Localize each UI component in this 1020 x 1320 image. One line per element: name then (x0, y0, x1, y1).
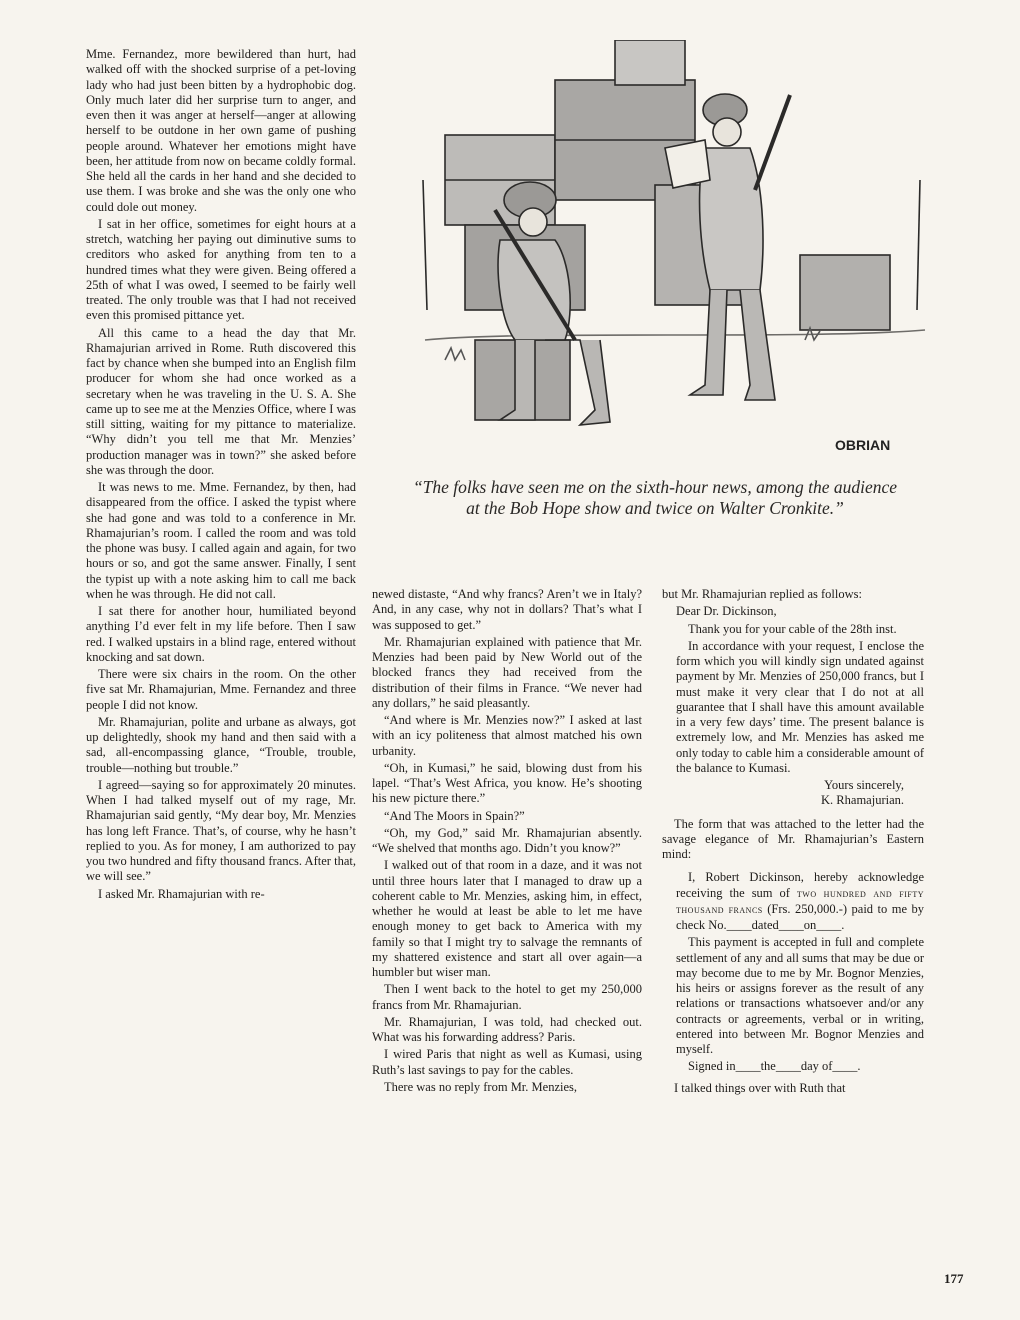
paragraph: The form that was attached to the letter had the savage elegance of Mr. Rhamajurian’s Eastern mind: (662, 816, 924, 861)
form-block (662, 870, 924, 1074)
paragraph: I walked out of that room in a daze, and it was not until three hours later that I managed to draw up a coherent cable to Mr. Menzies, asking him, in effect, whether he would at least be able to let me have enough money to get back to America with my family so that I might try to salvage the remnants of my shattered existence and start all over again—a humbler but wiser man. (372, 858, 642, 979)
cartoon-caption: “The folks have seen me on the sixth-hour news, among the audience at the Bob Hope show and twice on Walter Cronkite.” (412, 477, 898, 518)
paragraph: I asked Mr. Rhamajurian with re- (98, 886, 265, 901)
paragraph: I sat in her office, sometimes for eight hours at a stretch, watching her paying out diminutive sums to creditors who asked for anything from ten to a hundred times what they were given. Being offered a 25th of what I was owed, I seemed to be fairly well treated. The only trouble was that I had not received even this promised pittance yet. (86, 216, 356, 323)
paragraph: I agreed—saying so for approximately 20 minutes. When I had talked myself out of my rage, Mr. Rhamajurian said gently, “My dear boy, Mr. Menzies has long left France. That’s, of course, why he hasn’t replied to you. As for money, I am authorized to pay you two hundred and fifty thousand francs. After that, we will see.” (86, 777, 356, 884)
cartoon-illustration (405, 40, 945, 460)
article-column-1 (86, 47, 356, 904)
article-column-3 (662, 587, 924, 1098)
form-amount-words: two hundred and fifty thousand francs (676, 887, 925, 916)
paragraph: All this came to a head the day that Mr. Rhamajurian arrived in Rome. Ruth discovered this fact by chance when she bumped into an English film producer for whom she had once worked as a secretary when he was traveling in the U. S. A. She came up to see me at the Menzies Office, where I was still sitting, waiting for my pittance to materialize. “Why didn’t you tell me that Mr. Menzies’ production manager was in town?” she asked before she was through the door. (86, 325, 356, 477)
form-paragraph (676, 870, 924, 933)
paragraph: Mr. Rhamajurian, I was told, had checked out. What was his forwarding address? Paris. (372, 1014, 642, 1044)
paragraph: I sat there for another hour, humiliated beyond anything I’d ever felt in my life before. Then I saw red. I walked upstairs in a blind rage, entered without knocking and sat down. (86, 604, 356, 664)
paragraph: “And where is Mr. Menzies now?” I asked at last with an icy politeness that almost matched his own urbanity. (372, 713, 642, 758)
letter-paragraph: Thank you for your cable of the 28th inst. (688, 621, 897, 636)
paragraph: “Oh, in Kumasi,” he said, blowing dust from his lapel. “That’s West Africa, you know. He’s shooting his new picture there.” (372, 760, 642, 806)
paragraph: “Oh, my God,” said Mr. Rhamajurian absently. “We shelved that months ago. Didn’t you know?” (372, 825, 642, 855)
letter-closing: Yours sincerely, (824, 778, 904, 792)
paragraph: It was news to me. Mme. Fernandez, by then, had disappeared from the office. I asked the typist where she had gone and was told to a conference in Mr. Rhamajurian’s room. I called the room and was told the phone was busy. I called again and again, for two hours or so, and got the same answer. Finally, I sent the typist up with a note asking him to call me back when he was through. He did not call. (86, 480, 356, 601)
cartoonist-signature: OBRIAN (835, 437, 891, 453)
letter-signature: K. Rhamajurian. (821, 793, 904, 808)
paragraph: “And The Moors in Spain?” (384, 808, 525, 823)
paragraph: There was no reply from Mr. Menzies, (384, 1079, 577, 1094)
form-text: (Frs. 250,000.-) paid to me by check No.____dated____on____. (676, 901, 924, 932)
paragraph: but Mr. Rhamajurian replied as follows: (662, 587, 862, 601)
letter-paragraph: In accordance with your request, I enclose the form which you will kindly sign undated against payment by Mr. Menzies of 250,000 francs, but I must make it very clear that I do not at all guarantee that I shall have this amount available in a very few days’ time. The present balance is extremely low, and Mr. Menzies has asked me only today to cable him a considerable amount of the balance to Kumasi. (676, 638, 924, 775)
page-number: 177 (944, 1271, 964, 1286)
article-column-2 (372, 587, 642, 1097)
paragraph: newed distaste, “And why francs? Aren’t we in Italy? And, in any case, why not in dollars? That’s what I was supposed to get.” (372, 587, 642, 632)
form-paragraph: Signed in____the____day of____. (688, 1059, 861, 1074)
letter-block (662, 604, 924, 808)
letter-salutation: Dear Dr. Dickinson, (676, 604, 777, 619)
paragraph: Mr. Rhamajurian, polite and urbane as always, got up delightedly, shook my hand and then said with a sad, all-encompassing glance, “Trouble, trouble, trouble—nothing but trouble.” (86, 714, 356, 775)
paragraph: I talked things over with Ruth that (674, 1080, 846, 1095)
form-paragraph: This payment is accepted in full and complete settlement of any and all sums that may be due or may become due to me by Mr. Bognor Menzies, his heirs or assigns forever as the result of any relations or transactions whatsoever and/or any contracts or agreements, verbal or in writing, entered into between Mr. Bognor Menzies and myself. (676, 935, 924, 1056)
paragraph: I wired Paris that night as well as Kumasi, using Ruth’s last savings to pay for the cables. (372, 1047, 642, 1077)
paragraph: Then I went back to the hotel to get my 250,000 francs from Mr. Rhamajurian. (372, 982, 642, 1012)
paragraph: Mr. Rhamajurian explained with patience that Mr. Menzies had been paid by New World out of the blocked francs they had received from the distribution of their films in France. “We never had any dollars,” he said pleasantly. (372, 634, 642, 710)
paragraph: Mme. Fernandez, more bewildered than hurt, had walked off with the shocked surprise of a pet-loving lady who had just been bitten by a hydrophobic dog. Only much later did her surprise turn to anger, and even then it was anger at herself—anger at allowing herself to be outdone in her own game of pushing people around. Whatever her emotions might have been, her attitude from now on became coldly formal. She held all the cards in her hand and she decided to use them. I was broke and she was the only one who could dole out money. (86, 47, 356, 214)
form-text: I, Robert Dickinson, hereby acknowledge receiving the sum of (676, 870, 924, 900)
paragraph: There were six chairs in the room. On the other five sat Mr. Rhamajurian, Mme. Fernandez and three people I did not know. (86, 667, 356, 712)
